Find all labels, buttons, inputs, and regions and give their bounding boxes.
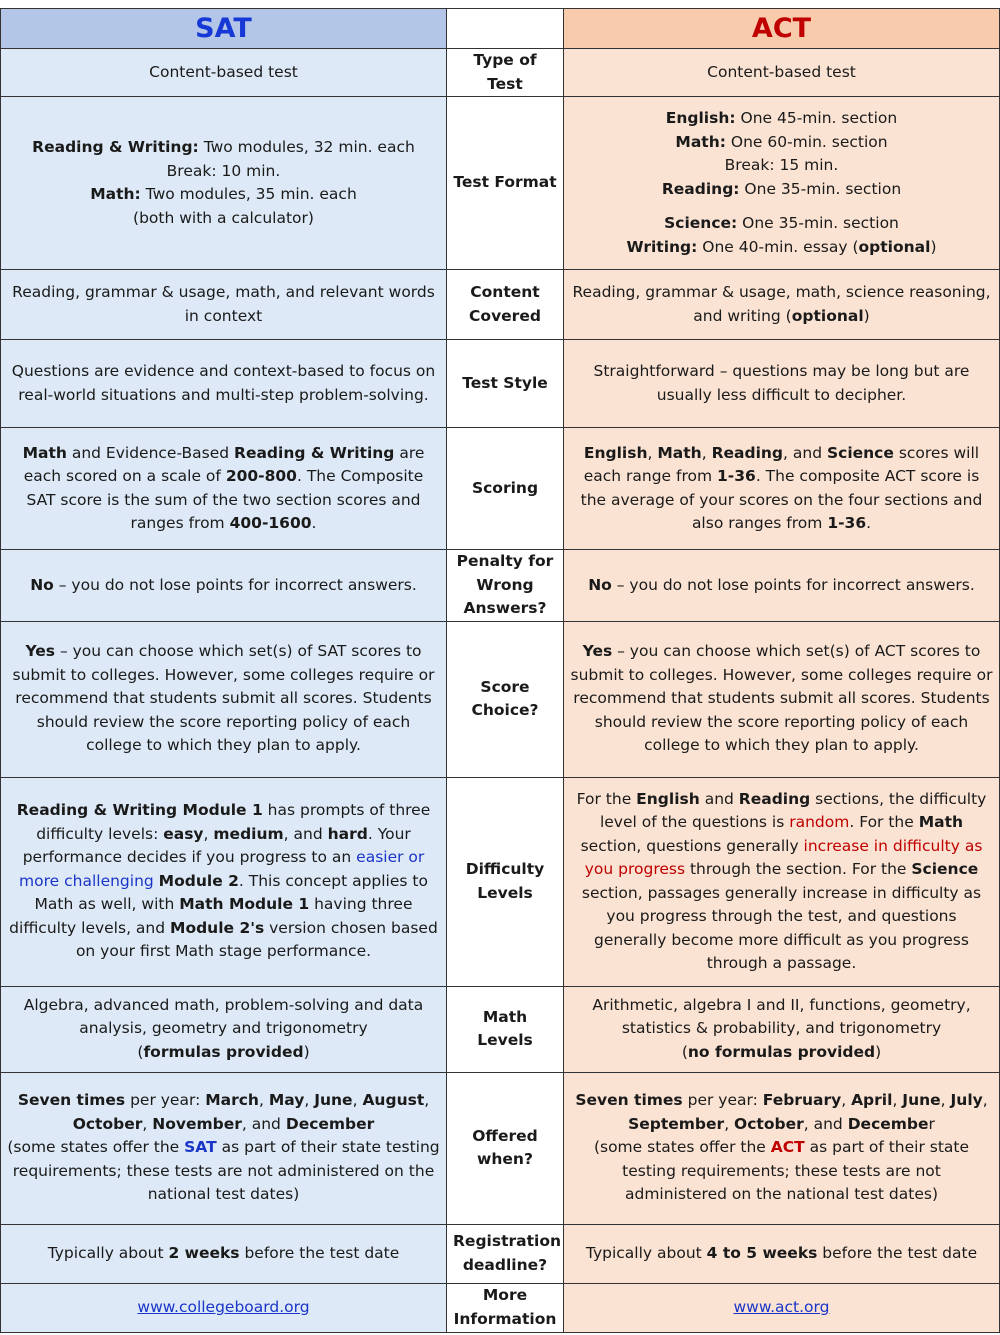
label-more-information: More Information — [447, 1283, 564, 1332]
act-format-science: Science: One 35-min. section — [664, 214, 899, 232]
act-format-writing: Writing: One 40-min. essay (optional) — [626, 237, 937, 256]
sat-adaptive-highlight: easier or more challenging — [19, 848, 425, 890]
act-column-header: ACT — [564, 9, 1000, 49]
collegeboard-link[interactable]: www.collegeboard.org — [137, 1297, 310, 1316]
sat-choice-cell: Yes – you can choose which set(s) of SAT scores to submit to colleges. However, some colleges require or recommend that students submit all scores. Students should review the score reporting policy of each college to which they plan to apply. — [1, 621, 447, 777]
act-format-cell — [564, 97, 1000, 270]
header-spacer — [447, 9, 564, 49]
sat-format-cell — [1, 97, 447, 270]
act-format-english: English: One 45-min. section — [665, 109, 898, 127]
label-registration: Registration deadline? — [447, 1224, 564, 1283]
act-penalty-cell: No – you do not lose points for incorrect answers. — [564, 550, 1000, 622]
act-format-break: Break: 15 min. — [724, 156, 839, 174]
row-type-of-test — [1, 49, 1000, 97]
label-score-choice: Score Choice? — [447, 621, 564, 777]
act-registration-cell: Typically about 4 to 5 weeks before the test date — [564, 1224, 1000, 1283]
label-penalty: Penalty for Wrong Answers? — [447, 550, 564, 622]
act-content-cell: Reading, grammar & usage, math, science reasoning, and writing (optional) — [564, 270, 1000, 340]
sat-format-calculator: (both with a calculator) — [133, 208, 314, 227]
sat-info-cell — [1, 1283, 447, 1332]
row-offered-when — [1, 1072, 1000, 1224]
row-math-levels — [1, 986, 1000, 1072]
act-scoring-cell: English, Math, Reading, and Science scores will each range from 1-36. The composite ACT score is the average of your scores on the four sections and also ranges from 1-36. — [564, 428, 1000, 550]
act-choice-cell: Yes – you can choose which set(s) of ACT scores to submit to colleges. However, some colleges require or recommend that students submit all scores. Students should review the score reporting policy of each college to which they plan to apply. — [564, 621, 1000, 777]
act-name-highlight: ACT — [770, 1138, 805, 1157]
label-math-levels: Math Levels — [447, 986, 564, 1072]
row-scoring — [1, 428, 1000, 550]
row-test-format — [1, 97, 1000, 270]
sat-column-header: SAT — [1, 9, 447, 49]
label-scoring: Scoring — [447, 428, 564, 550]
sat-name-highlight: SAT — [184, 1138, 217, 1157]
act-link[interactable]: www.act.org — [733, 1297, 830, 1316]
row-penalty — [1, 550, 1000, 622]
act-format-reading: Reading: One 35-min. section — [661, 179, 902, 198]
label-type-of-test: Type of Test — [447, 49, 564, 97]
act-offered-cell: Seven times per year: February, April, June, July, September, October, and December (some states offer the ACT as part of their state testing requirements; these tests are not administered on the national test dates) — [564, 1072, 1000, 1224]
row-score-choice — [1, 621, 1000, 777]
label-test-format: Test Format — [447, 97, 564, 270]
sat-penalty-cell: No – you do not lose points for incorrect answers. — [1, 550, 447, 622]
label-difficulty: Difficulty Levels — [447, 777, 564, 986]
row-registration — [1, 1224, 1000, 1283]
header-row — [1, 9, 1000, 49]
label-test-style: Test Style — [447, 340, 564, 428]
label-offered-when: Offered when? — [447, 1072, 564, 1224]
sat-math-levels-cell: Algebra, advanced math, problem-solving and data analysis, geometry and trigonometry (formulas provided) — [1, 986, 447, 1072]
sat-act-comparison-table — [0, 8, 1000, 1333]
label-content-covered: Content Covered — [447, 270, 564, 340]
act-type-cell: Content-based test — [564, 49, 1000, 97]
row-test-style — [1, 340, 1000, 428]
sat-format-math: Math: Two modules, 35 min. each — [90, 185, 357, 203]
row-content-covered — [1, 270, 1000, 340]
act-info-cell — [564, 1283, 1000, 1332]
row-difficulty — [1, 777, 1000, 986]
row-more-information — [1, 1283, 1000, 1332]
act-format-math: Math: One 60-min. section — [675, 132, 888, 151]
act-increase-highlight: increase in difficulty as you progress — [584, 836, 983, 878]
act-math-levels-cell: Arithmetic, algebra I and II, functions, geometry, statistics & probability, and trigonometry (no formulas provided) — [564, 986, 1000, 1072]
sat-registration-cell: Typically about 2 weeks before the test date — [1, 1224, 447, 1283]
sat-type-cell: Content-based test — [1, 49, 447, 97]
act-style-cell: Straightforward – questions may be long but are usually less difficult to decipher. — [564, 340, 1000, 428]
sat-difficulty-cell: Reading & Writing Module 1 has prompts of three difficulty levels: easy, medium, and hard. Your performance decides if you progress to an easier or more challenging Module 2. This concept applies to Math as well, with Math Module 1 having three difficulty levels, and Module 2's version chosen based on your first Math stage performance. — [1, 777, 447, 986]
sat-format-rw: Reading & Writing: Two modules, 32 min. each — [32, 138, 415, 156]
sat-scoring-cell: Math and Evidence-Based Reading & Writing are each scored on a scale of 200-800. The Composite SAT score is the sum of the two section scores and ranges from 400-1600. — [1, 428, 447, 550]
act-difficulty-cell: For the English and Reading sections, the difficulty level of the questions is random. For the Math section, questions generally increase in difficulty as you progress through the section. For the Science section, passages generally increase in difficulty as you progress through the test, and questions generally become more difficult as you progress through a passage. — [564, 777, 1000, 986]
sat-style-cell: Questions are evidence and context-based to focus on real-world situations and multi-step problem-solving. — [1, 340, 447, 428]
sat-format-break: Break: 10 min. — [166, 161, 281, 180]
sat-offered-cell: Seven times per year: March, May, June, August, October, November, and December (some states offer the SAT as part of their state testing requirements; these tests are not administered on the national test dates) — [1, 1072, 447, 1224]
sat-content-cell: Reading, grammar & usage, math, and relevant words in context — [1, 270, 447, 340]
act-random-highlight: random — [789, 813, 850, 831]
